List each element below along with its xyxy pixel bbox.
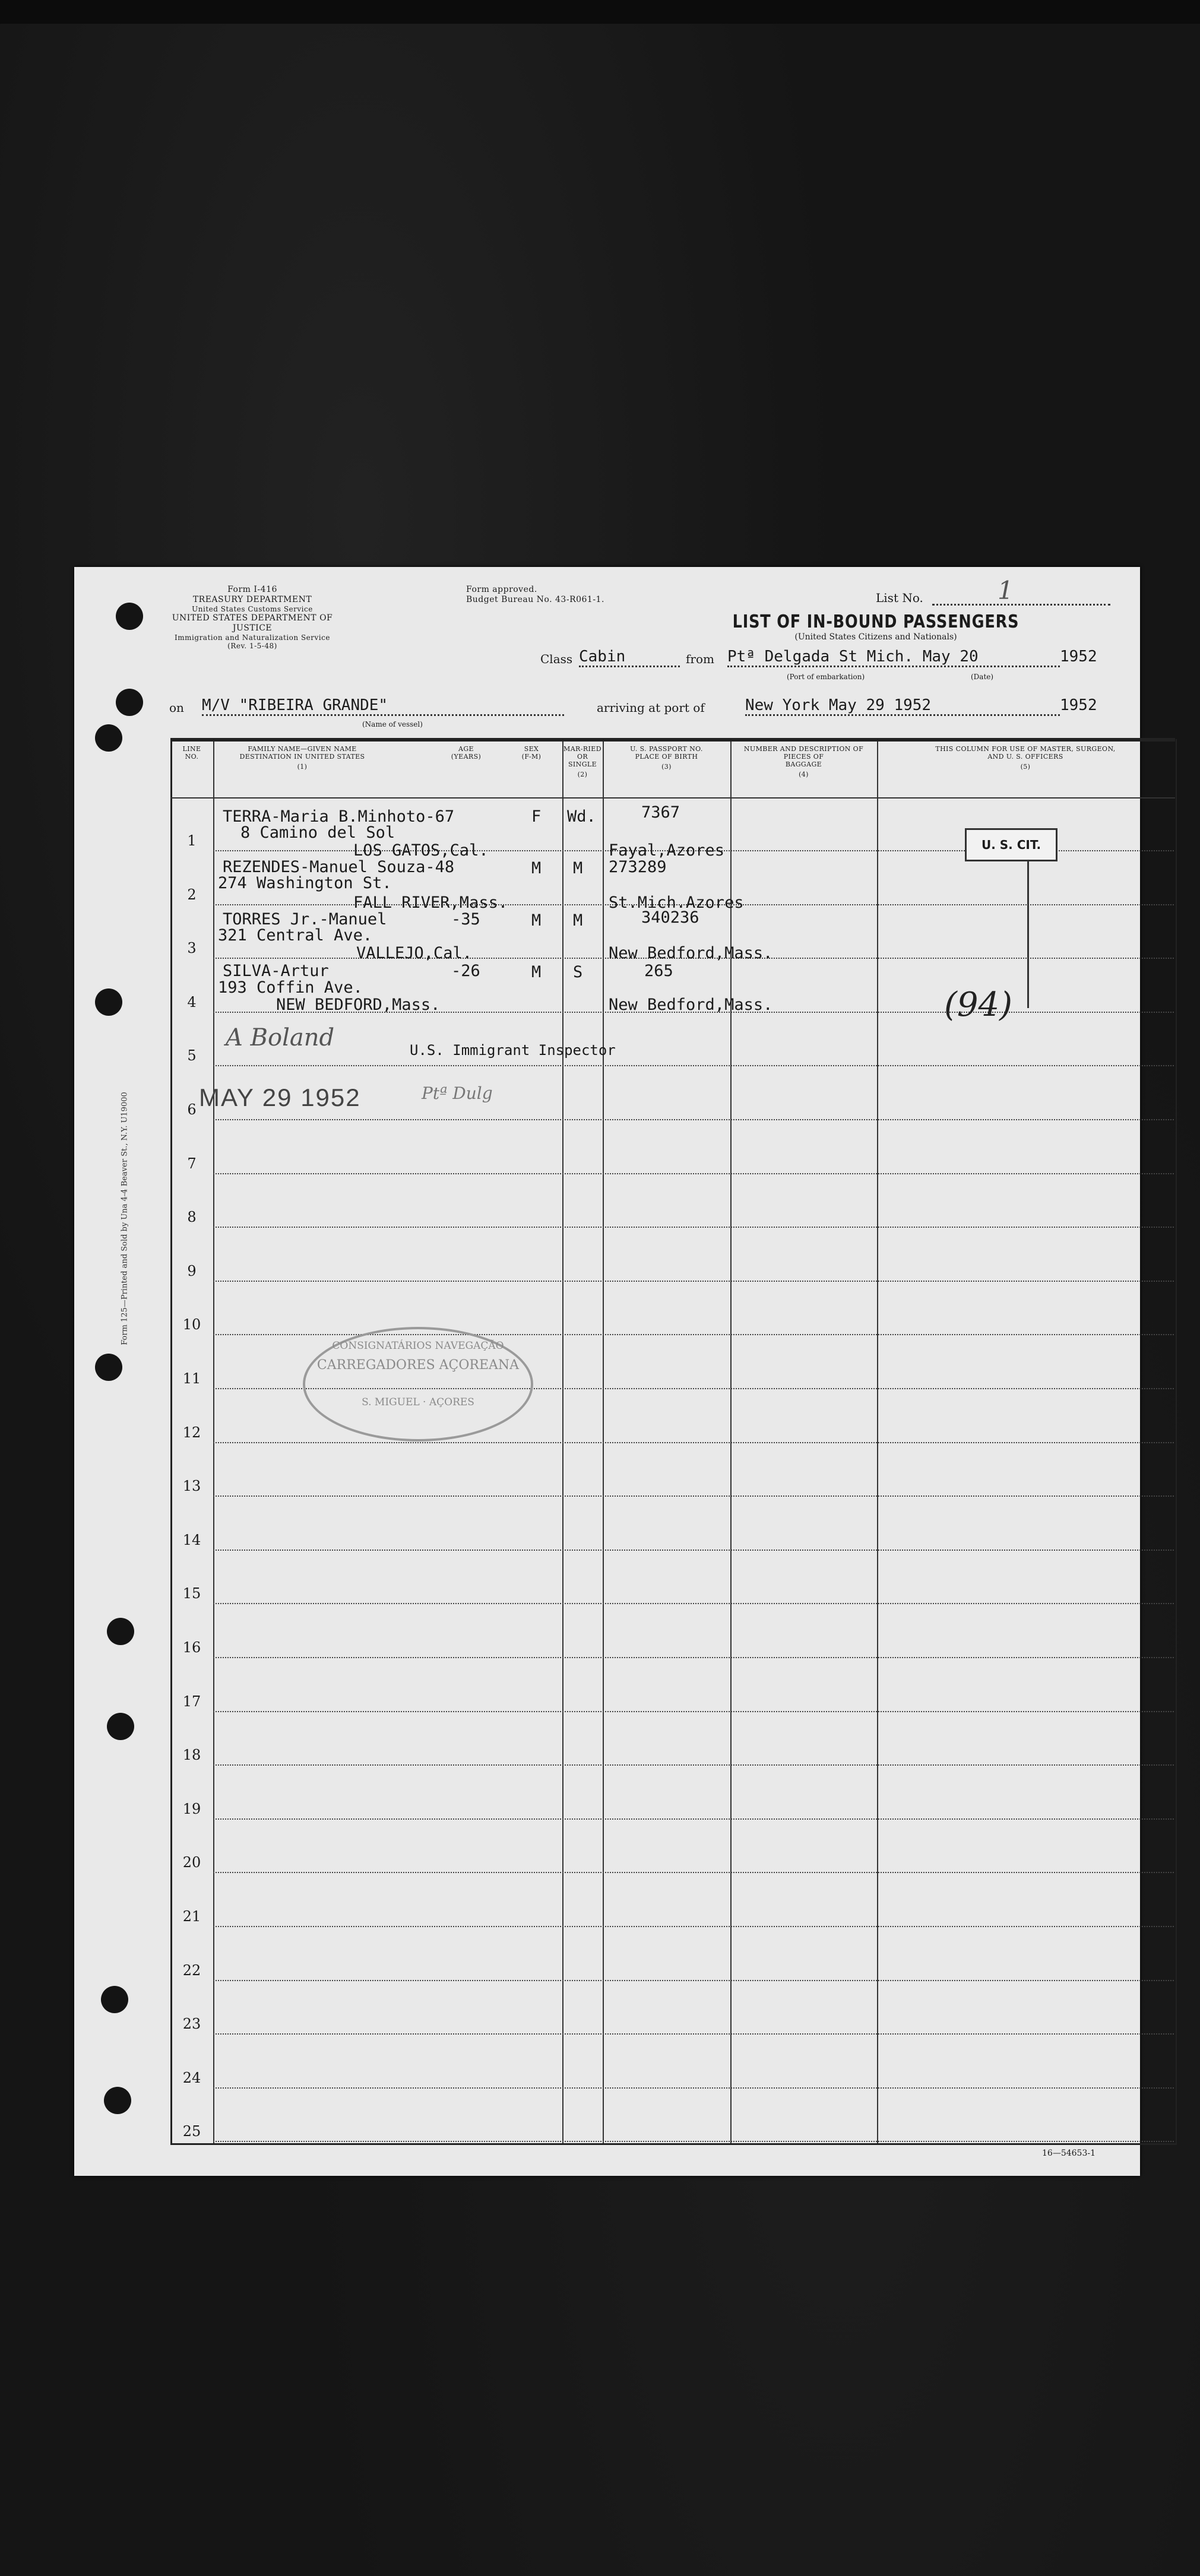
row-number: 2 (187, 886, 197, 903)
treasury-department: TREASURY DEPARTMENT (192, 595, 312, 604)
date-label: (Date) (971, 673, 994, 681)
us-citizen-stamp: U. S. CIT. (965, 828, 1057, 861)
row-number: 3 (187, 940, 197, 957)
from-label: from (686, 652, 714, 666)
passenger-1-city: LOS GATOS,Cal. (353, 841, 489, 860)
passenger-2-address: 274 Washington St. (218, 874, 392, 892)
list-no-value: 1 (998, 576, 1014, 605)
row-line (213, 1119, 1174, 1120)
col-head-bottom: (F-M) (521, 753, 542, 761)
row-number: 21 (182, 1908, 201, 1925)
row-number: 12 (182, 1424, 201, 1441)
arriving-label: arriving at port of (597, 701, 705, 715)
passenger-3-address: 321 Central Ave. (218, 926, 373, 945)
col-head-top: SEX (524, 745, 539, 753)
port-embarkation-label: (Port of embarkation) (787, 673, 865, 681)
passenger-4-address: 193 Coffin Ave. (218, 978, 363, 997)
printer-imprint: Form 125—Printed and Sold by Una 4-4 Beaver St., N.Y. U19000 (120, 1092, 129, 1345)
col-head-bottom: DESTINATION IN UNITED STATES (239, 753, 365, 761)
passenger-2-marital: M (573, 859, 583, 877)
binder-hole (95, 988, 122, 1016)
row-line (213, 2141, 1174, 2142)
vessel-label: (Name of vessel) (362, 720, 423, 728)
binder-hole (116, 603, 143, 630)
row-line (213, 1442, 1174, 1443)
document-title: LIST OF IN-BOUND PASSENGERS (732, 611, 1019, 632)
passenger-4-city: NEW BEDFORD,Mass. (276, 996, 441, 1014)
passenger-1-birth: Fayal,Azores (609, 841, 725, 860)
row-number: 4 (187, 993, 197, 1010)
passenger-2-sex: M (531, 859, 542, 877)
row-line (213, 1065, 1174, 1066)
passenger-4-passport: 265 (644, 962, 673, 980)
row-number: 23 (182, 2016, 201, 2033)
document-subtitle: (United States Citizens and Nationals) (794, 632, 957, 642)
passenger-4-age: -26 (451, 962, 480, 980)
row-line (213, 1173, 1174, 1174)
row-number: 9 (187, 1262, 197, 1279)
passenger-3-city: VALLEJO,Cal. (356, 944, 473, 962)
stamp-line-3: S. MIGUEL · AÇORES (362, 1396, 474, 1408)
row-line (213, 2087, 1174, 2089)
inspector-line: U.S. Immigrant Inspector (410, 1042, 616, 1059)
stamp-line-1: CONSIGNATÁRIOS NAVEGAÇÃO (332, 1340, 504, 1352)
col-head-num: (4) (799, 771, 809, 778)
col-head-num: (5) (1020, 763, 1031, 771)
row-line (213, 1980, 1174, 1981)
passenger-1-passport: 7367 (641, 803, 680, 822)
approval-block (466, 585, 644, 605)
row-number: 22 (182, 1962, 201, 1979)
row-number: 5 (187, 1047, 197, 1064)
row-line (213, 1550, 1174, 1551)
col-head-bottom: AND U. S. OFFICERS (987, 753, 1063, 761)
passenger-2-city: FALL RIVER,Mass. (353, 893, 508, 912)
binder-hole (107, 1713, 134, 1740)
form-footer-code: 16—54653-1 (1042, 2149, 1095, 2158)
passenger-1-marital: Wd. (567, 807, 596, 826)
budget-bureau: Budget Bureau No. 43-R061-1. (466, 595, 604, 604)
passenger-2-birth: St.Mich.Azores (609, 893, 744, 912)
row-line (213, 1764, 1174, 1766)
col-head-passport (603, 745, 730, 771)
row-number: 11 (182, 1370, 201, 1387)
year-2: 1952 (1060, 696, 1097, 714)
row-line (213, 1818, 1174, 1820)
passenger-4-marital: S (573, 963, 583, 981)
inspector-signature: A Boland (226, 1024, 335, 1051)
col-head-baggage (730, 745, 877, 778)
row-number: 1 (187, 832, 197, 849)
passenger-count-mark: (94) (944, 986, 1012, 1024)
col-head-marital (562, 745, 603, 778)
row-line (213, 1227, 1174, 1228)
form-identity (157, 585, 347, 650)
col-head-top: LINE (182, 745, 201, 753)
row-line (213, 1872, 1174, 1873)
date-stamp-note: Ptª Dulg (422, 1083, 493, 1103)
class-value: Cabin (579, 648, 680, 667)
table-header-rule (170, 797, 1175, 799)
binder-hole (95, 1354, 122, 1381)
passenger-3-name: TORRES Jr.-Manuel (223, 910, 387, 929)
binder-hole (101, 1986, 128, 2013)
revision-date: (Rev. 1-5-48) (227, 642, 277, 650)
binder-hole (116, 689, 143, 716)
passenger-1-name: TERRA-Maria B.Minhoto-67 (223, 807, 455, 826)
vessel-value: M/V "RIBEIRA GRANDE" (202, 696, 564, 716)
row-line (213, 2033, 1174, 2035)
col-head-sex (511, 745, 552, 761)
col-head-bottom: (YEARS) (451, 753, 482, 761)
col-head-age (442, 745, 490, 761)
binder-hole (104, 2087, 131, 2114)
passenger-3-passport: 340236 (641, 908, 699, 927)
col-head-top: MAR-RIED OR (563, 745, 601, 761)
passenger-4-sex: M (531, 963, 542, 981)
row-number: 19 (182, 1800, 201, 1817)
col-head-top: FAMILY NAME—GIVEN NAME (248, 745, 357, 753)
col-head-top: AGE (458, 745, 474, 753)
row-number: 13 (182, 1478, 201, 1495)
arrival-port-value: New York May 29 1952 (745, 696, 1060, 716)
col-head-bottom: SINGLE (568, 761, 597, 768)
row-number: 25 (182, 2123, 201, 2140)
row-number: 14 (182, 1531, 201, 1548)
from-value: Ptª Delgada St Mich. May 20 (727, 648, 1060, 667)
list-no-label: List No. (876, 591, 923, 605)
binder-hole (107, 1618, 134, 1645)
col-head-top: THIS COLUMN FOR USE OF MASTER, SURGEON, (935, 745, 1116, 753)
on-label: on (169, 701, 184, 715)
row-number: 6 (187, 1101, 197, 1118)
row-line (213, 1926, 1174, 1927)
col-head-num: (1) (297, 763, 308, 771)
col-head-bottom: NO. (185, 753, 199, 761)
row-number: 10 (182, 1316, 201, 1333)
row-number: 20 (182, 1854, 201, 1871)
row-line (213, 1495, 1174, 1497)
scan-top-edge (0, 0, 1200, 24)
class-label: Class (540, 652, 573, 666)
row-number: 8 (187, 1209, 197, 1226)
customs-service: United States Customs Service (192, 605, 313, 613)
col-head-line-no (170, 745, 213, 761)
col-head-num: (3) (661, 763, 672, 771)
col-head-top: U. S. PASSPORT NO. (630, 745, 703, 753)
passenger-1-address: 8 Camino del Sol (240, 823, 395, 842)
binder-hole (95, 724, 122, 752)
row-number: 17 (182, 1693, 201, 1710)
row-number: 18 (182, 1747, 201, 1764)
document-page (74, 567, 1140, 2176)
col-head-officers (877, 745, 1174, 771)
col-head-bottom: BAGGAGE (785, 761, 822, 768)
passenger-4-birth: New Bedford,Mass. (609, 996, 773, 1014)
col-head-bottom: PLACE OF BIRTH (635, 753, 698, 761)
col-head-num: (2) (577, 771, 588, 778)
passenger-3-sex: M (531, 911, 542, 930)
row-line (213, 1711, 1174, 1712)
form-number: Form I-416 (227, 585, 277, 594)
year-1: 1952 (1060, 648, 1097, 666)
passenger-3-birth: New Bedford,Mass. (609, 944, 773, 962)
row-line (213, 1281, 1174, 1282)
passenger-3-marital: M (573, 911, 583, 930)
form-approved: Form approved. (466, 585, 537, 594)
passenger-2-name: REZENDES-Manuel Souza-48 (223, 858, 455, 876)
ins-service: Immigration and Naturalization Service (175, 633, 330, 642)
row-number: 16 (182, 1639, 201, 1656)
row-line (213, 1657, 1174, 1658)
list-no-line (932, 604, 1110, 606)
row-number: 7 (187, 1155, 197, 1172)
row-number: 15 (182, 1585, 201, 1602)
bracket-line (1027, 860, 1029, 1008)
passenger-2-passport: 273289 (609, 858, 667, 876)
passenger-1-sex: F (531, 807, 542, 826)
passenger-3-age: -35 (451, 910, 480, 929)
row-number: 24 (182, 2069, 201, 2086)
col-head-top: NUMBER AND DESCRIPTION OF PIECES OF (743, 745, 864, 761)
shipping-agent-stamp (303, 1327, 533, 1441)
justice-department: UNITED STATES DEPARTMENT OF JUSTICE (172, 613, 333, 633)
col-head-name (213, 745, 391, 771)
arrival-date-stamp: MAY 29 1952 (199, 1083, 361, 1111)
row-line (213, 1603, 1174, 1604)
stamp-line-2: CARREGADORES AÇOREANA (316, 1358, 520, 1373)
passenger-4-name: SILVA-Artur (223, 962, 329, 980)
